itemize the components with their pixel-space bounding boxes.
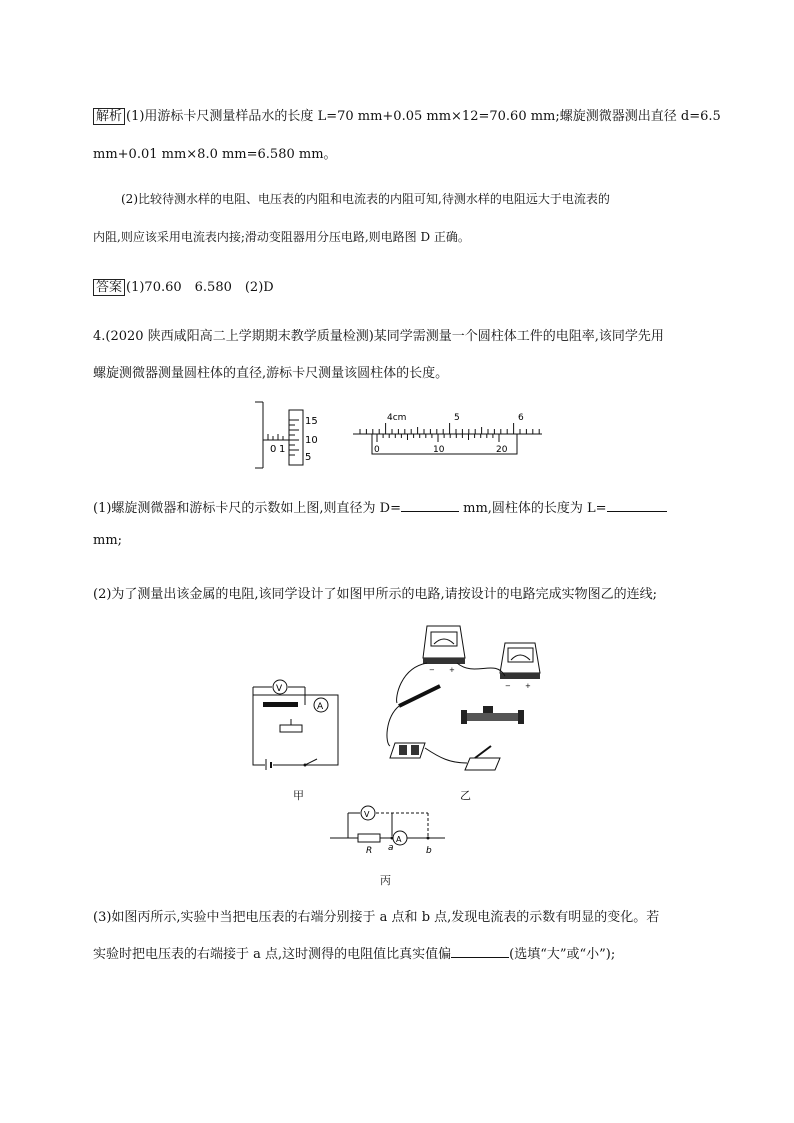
- circuit-jia-a-label: A: [317, 702, 324, 712]
- q3-line-2: 实验时把电压表的右端接于 a 点,这时测得的电阻值比真实值偏 (选填“大”或“小”);: [93, 947, 616, 962]
- analysis-line-3: (2)比较待测水样的电阻、电压表的内阻和电流表的内阻可知,待测水样的电阻远大于电流表的: [121, 192, 610, 206]
- micrometer-label-5: 5: [305, 452, 312, 463]
- answer-blank-length[interactable]: [607, 499, 667, 512]
- answer-blank-diameter[interactable]: [401, 499, 459, 512]
- caliper-figure: [350, 408, 545, 463]
- caliper-vernier-20: 20: [496, 445, 508, 455]
- analysis-line-1: 解析 (1)用游标卡尺测量样品水的长度 L=70 mm+0.05 mm×12=70.60 mm;螺旋测微器测出直径 d=6.5: [93, 105, 721, 124]
- circuit-bing-point-a: a: [388, 843, 394, 853]
- caliper-label-6: 6: [518, 413, 524, 423]
- micrometer-sleeve-0: 0: [270, 444, 277, 455]
- analysis-tag: 解析: [93, 108, 125, 125]
- answer-line: [93, 276, 274, 295]
- q3-line-1: (3)如图丙所示,实验中当把电压表的右端分别接于 a 点和 b 点,发现电流表的示数有明显的变化。若: [93, 910, 660, 925]
- circuit-bing-a-label: A: [396, 835, 402, 844]
- apparatus-yi: [385, 618, 550, 773]
- answer-text: (1)70.60 6.580 (2)D: [126, 280, 274, 295]
- micrometer-label-15: 15: [305, 416, 318, 427]
- circuit-bing-caption: 丙: [380, 874, 391, 887]
- analysis-line-4: 内阻,则应该采用电流表内接;滑动变阻器用分压电路,则电路图 D 正确。: [93, 230, 470, 244]
- q1-unit-line: mm;: [93, 533, 123, 548]
- caliper-label-5: 5: [454, 413, 460, 423]
- caliper-main-ticks: [360, 423, 539, 434]
- caliper-vernier-10: 10: [433, 445, 445, 455]
- ammeter-minus: −: [505, 682, 511, 690]
- answer-tag: 答案: [93, 279, 125, 296]
- question4-line-2: 螺旋测微器测量圆柱体的直径,游标卡尺测量该圆柱体的长度。: [93, 366, 449, 381]
- voltmeter-minus: −: [429, 666, 435, 674]
- caliper-vernier-0: 0: [374, 445, 380, 455]
- circuit-jia-v-label: V: [276, 684, 283, 694]
- circuit-bing-v-label: V: [364, 810, 370, 819]
- voltmeter-plus: +: [449, 666, 455, 674]
- analysis-line-2: mm+0.01 mm×8.0 mm=6.580 mm。: [93, 147, 337, 162]
- circuit-bing-point-b: b: [426, 846, 432, 855]
- ammeter-plus: +: [525, 682, 531, 690]
- circuit-jia-caption: 甲: [293, 789, 304, 802]
- question4-line-1: 4.(2020 陕西咸阳高二上学期期末教学质量检测)某同学需测量一个圆柱体工件的电阻率,该同学先用: [93, 329, 664, 344]
- caliper-vernier-ticks: [377, 434, 499, 442]
- micrometer-label-10: 10: [305, 435, 318, 446]
- q1-line: (1)螺旋测微器和游标卡尺的示数如上图,则直径为 D= mm,圆柱体的长度为 L=: [93, 497, 667, 516]
- circuit-jia: [245, 675, 345, 770]
- q2-line: (2)为了测量出该金属的电阻,该同学设计了如图甲所示的电路,请按设计的电路完成实物图乙的连线;: [93, 587, 658, 602]
- micrometer-sleeve-1: 1: [279, 444, 286, 455]
- apparatus-yi-caption: 乙: [460, 789, 471, 802]
- circuit-bing: [330, 803, 445, 855]
- answer-blank-bias[interactable]: [451, 945, 509, 958]
- caliper-label-4cm: 4cm: [387, 413, 407, 423]
- circuit-bing-r-label: R: [366, 846, 373, 855]
- micrometer-figure: [255, 400, 325, 470]
